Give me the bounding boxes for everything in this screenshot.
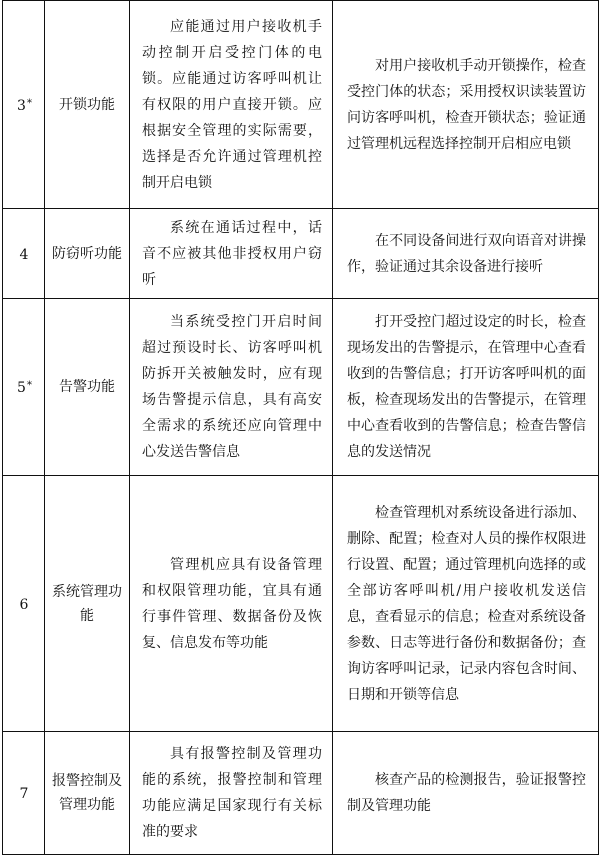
item-name: 告警功能 [45, 299, 130, 476]
table-row [3, 476, 599, 732]
item-name: 防窃听功能 [45, 209, 130, 299]
table-row [3, 209, 599, 299]
test-method: 在不同设备间进行双向语音对讲操作，验证通过其余设备进行接听 [333, 209, 599, 299]
item-number: 3 [17, 97, 26, 114]
item-name: 开锁功能 [45, 1, 130, 209]
item-number-cell [3, 299, 45, 476]
item-number: 7 [19, 786, 29, 802]
test-method: 对用户接收机手动开锁操作，检查受控门体的状态；采用授权识读装置访问访客呼叫机，检查开锁状态；验证通过管理机远程选择控制开启相应电锁 [333, 1, 599, 209]
inspection-table [2, 0, 599, 855]
technical-requirement: 系统在通话过程中，话音不应被其他非授权用户窃听 [130, 209, 333, 299]
test-method: 打开受控门超过设定的时长，检查现场发出的告警提示，在管理中心查看收到的告警信息；打开访客呼叫机的面板，检查现场发出的告警提示，在管理中心查看收到的告警信息；检查告警信息的发送情况 [333, 299, 599, 476]
item-number: 6 [19, 596, 29, 613]
item-name: 系统管理功能 [45, 476, 130, 732]
key-item-mark: * [26, 380, 32, 391]
test-method: 核查产品的检测报告，验证报警控制及管理功能 [333, 732, 599, 855]
item-number-cell [3, 732, 45, 855]
item-number-cell [3, 209, 45, 299]
table-row [3, 1, 599, 209]
table-row [3, 299, 599, 476]
technical-requirement: 具有报警控制及管理功能的系统，报警控制和管理功能应满足国家现行有关标准的要求 [130, 732, 333, 855]
key-item-mark: * [26, 97, 32, 109]
item-number-cell [3, 1, 45, 209]
technical-requirement: 管理机应具有设备管理和权限管理功能，宜具有通行事件管理、数据备份及恢复、信息发布等功能 [130, 476, 333, 732]
item-number-cell [3, 476, 45, 732]
item-name: 报警控制及管理功能 [45, 732, 130, 855]
technical-requirement: 当系统受控门开启时间超过预设时长、访客呼叫机防拆开关被触发时，应有现场告警提示信息，具有高安全需求的系统还应向管理中心发送告警信息 [130, 299, 333, 476]
item-number: 4 [19, 246, 29, 263]
test-method: 检查管理机对系统设备进行添加、删除、配置；检查对人员的操作权限进行设置、配置；通过管理机向选择的或全部访客呼叫机/用户接收机发送信息，查看显示的信息；检查对系统设备参数、日志等进行备份和数据备份；查询访客呼叫记录，记录内容包含时间、日期和开锁等信息 [333, 476, 599, 732]
table-row [3, 732, 599, 855]
technical-requirement: 应能通过用户接收机手动控制开启受控门体的电锁。应能通过访客呼叫机让有权限的用户直接开锁。应根据安全管理的实际需要，选择是否允许通过管理机控制开启电锁 [130, 1, 333, 209]
item-number: 5 [17, 380, 26, 396]
